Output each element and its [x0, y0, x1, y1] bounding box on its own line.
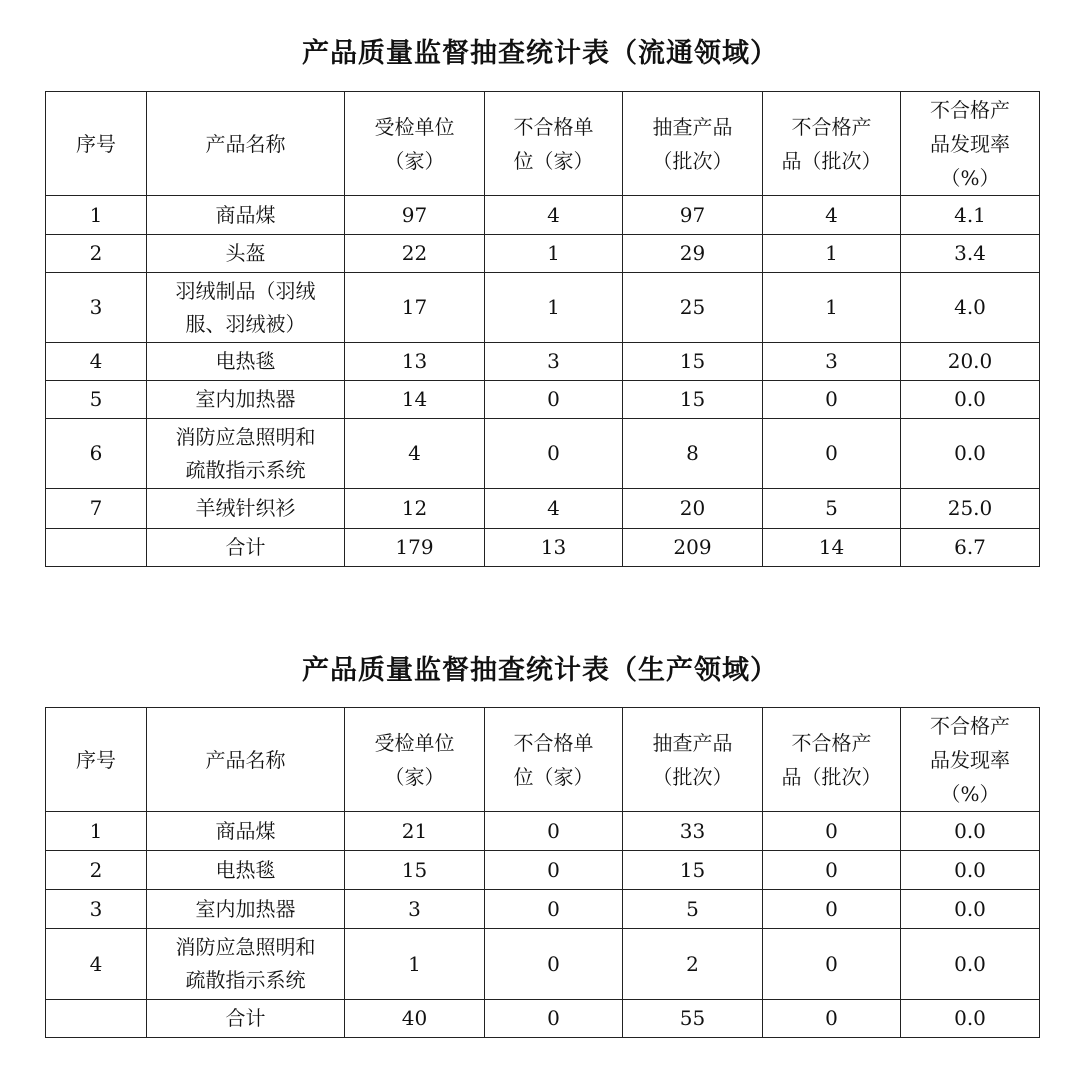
- cell-failed-batches: 1: [763, 273, 901, 343]
- cell-failed-units: 1: [485, 235, 623, 273]
- stats-table-circulation: [45, 91, 1040, 567]
- table-title-circulation: 产品质量监督抽查统计表（流通领域）: [302, 38, 778, 69]
- table-row: [46, 273, 1040, 343]
- total-cell-inspected-units: 40: [345, 1000, 485, 1038]
- cell-index: 2: [46, 235, 147, 273]
- header-cell-product-name: 产品名称: [147, 92, 345, 196]
- cell-failed-batches: 0: [763, 419, 901, 489]
- cell-product-name: 头盔: [147, 235, 345, 273]
- cell-product-name: 消防应急照明和 疏散指示系统: [147, 419, 345, 489]
- table-row: [46, 381, 1040, 419]
- cell-index: 5: [46, 381, 147, 419]
- cell-index: 4: [46, 343, 147, 381]
- cell-index: 4: [46, 929, 147, 1000]
- cell-failure-rate: 4.1: [901, 196, 1040, 235]
- cell-failed-batches: 0: [763, 890, 901, 929]
- cell-index: 1: [46, 812, 147, 851]
- cell-product-name: 羊绒针织衫: [147, 489, 345, 529]
- total-cell-failed-batches: 14: [763, 529, 901, 567]
- cell-failed-batches: 0: [763, 929, 901, 1000]
- cell-failed-batches: 3: [763, 343, 901, 381]
- cell-product-name: 电热毯: [147, 343, 345, 381]
- header-cell-sampled-batches: 抽查产品 （批次）: [623, 92, 763, 196]
- cell-sampled-batches: 8: [623, 419, 763, 489]
- cell-inspected-units: 21: [345, 812, 485, 851]
- cell-sampled-batches: 5: [623, 890, 763, 929]
- cell-inspected-units: 17: [345, 273, 485, 343]
- cell-failure-rate: 25.0: [901, 489, 1040, 529]
- cell-failed-batches: 0: [763, 381, 901, 419]
- cell-product-name: 羽绒制品（羽绒 服、羽绒被）: [147, 273, 345, 343]
- cell-inspected-units: 12: [345, 489, 485, 529]
- header-cell-failed-units: 不合格单 位（家）: [485, 92, 623, 196]
- total-cell-failure-rate: 0.0: [901, 1000, 1040, 1038]
- cell-product-name: 商品煤: [147, 812, 345, 851]
- total-cell-failed-batches: 0: [763, 1000, 901, 1038]
- cell-failure-rate: 3.4: [901, 235, 1040, 273]
- header-cell-index: 序号: [46, 708, 147, 812]
- header-row: [46, 92, 1040, 196]
- header-cell-inspected-units: 受检单位 （家）: [345, 92, 485, 196]
- header-cell-index: 序号: [46, 92, 147, 196]
- cell-index: 6: [46, 419, 147, 489]
- cell-failure-rate: 20.0: [901, 343, 1040, 381]
- header-cell-inspected-units: 受检单位 （家）: [345, 708, 485, 812]
- cell-product-name: 室内加热器: [147, 381, 345, 419]
- table-row: [46, 890, 1040, 929]
- cell-failed-batches: 5: [763, 489, 901, 529]
- cell-failure-rate: 0.0: [901, 890, 1040, 929]
- cell-failed-batches: 0: [763, 851, 901, 890]
- total-cell-index: [46, 1000, 147, 1038]
- cell-inspected-units: 3: [345, 890, 485, 929]
- cell-index: 7: [46, 489, 147, 529]
- cell-sampled-batches: 15: [623, 381, 763, 419]
- cell-sampled-batches: 2: [623, 929, 763, 1000]
- stats-table-production: [45, 707, 1040, 1038]
- cell-product-name: 商品煤: [147, 196, 345, 235]
- cell-failure-rate: 0.0: [901, 812, 1040, 851]
- header-cell-sampled-batches: 抽查产品 （批次）: [623, 708, 763, 812]
- total-row: [46, 1000, 1040, 1038]
- cell-failed-batches: 0: [763, 812, 901, 851]
- total-row: [46, 529, 1040, 567]
- cell-failed-units: 0: [485, 419, 623, 489]
- cell-inspected-units: 4: [345, 419, 485, 489]
- cell-failure-rate: 0.0: [901, 419, 1040, 489]
- total-cell-failure-rate: 6.7: [901, 529, 1040, 567]
- cell-failure-rate: 0.0: [901, 381, 1040, 419]
- cell-failed-batches: 4: [763, 196, 901, 235]
- total-cell-index: [46, 529, 147, 567]
- total-cell-failed-units: 0: [485, 1000, 623, 1038]
- header-cell-failed-batches: 不合格产 品（批次）: [763, 92, 901, 196]
- cell-failed-batches: 1: [763, 235, 901, 273]
- cell-product-name: 室内加热器: [147, 890, 345, 929]
- table-row: [46, 235, 1040, 273]
- table-row: [46, 812, 1040, 851]
- header-cell-failed-batches: 不合格产 品（批次）: [763, 708, 901, 812]
- cell-inspected-units: 97: [345, 196, 485, 235]
- cell-failure-rate: 4.0: [901, 273, 1040, 343]
- table-row: [46, 929, 1040, 1000]
- cell-sampled-batches: 15: [623, 851, 763, 890]
- header-cell-failure-rate: 不合格产 品发现率 （%）: [901, 92, 1040, 196]
- header-cell-product-name: 产品名称: [147, 708, 345, 812]
- cell-sampled-batches: 20: [623, 489, 763, 529]
- table-row: [46, 419, 1040, 489]
- table-row: [46, 851, 1040, 890]
- cell-index: 1: [46, 196, 147, 235]
- cell-inspected-units: 1: [345, 929, 485, 1000]
- total-cell-sampled-batches: 55: [623, 1000, 763, 1038]
- cell-failure-rate: 0.0: [901, 851, 1040, 890]
- cell-sampled-batches: 29: [623, 235, 763, 273]
- cell-failed-units: 3: [485, 343, 623, 381]
- cell-product-name: 消防应急照明和 疏散指示系统: [147, 929, 345, 1000]
- cell-index: 2: [46, 851, 147, 890]
- cell-failed-units: 0: [485, 890, 623, 929]
- cell-failed-units: 1: [485, 273, 623, 343]
- cell-inspected-units: 22: [345, 235, 485, 273]
- table-title-production: 产品质量监督抽查统计表（生产领域）: [302, 655, 778, 686]
- total-cell-sampled-batches: 209: [623, 529, 763, 567]
- cell-inspected-units: 15: [345, 851, 485, 890]
- total-cell-failed-units: 13: [485, 529, 623, 567]
- cell-failed-units: 0: [485, 812, 623, 851]
- cell-failed-units: 0: [485, 381, 623, 419]
- cell-sampled-batches: 97: [623, 196, 763, 235]
- table-row: [46, 343, 1040, 381]
- cell-index: 3: [46, 890, 147, 929]
- cell-failure-rate: 0.0: [901, 929, 1040, 1000]
- cell-failed-units: 4: [485, 196, 623, 235]
- header-cell-failed-units: 不合格单 位（家）: [485, 708, 623, 812]
- cell-inspected-units: 13: [345, 343, 485, 381]
- cell-sampled-batches: 33: [623, 812, 763, 851]
- header-row: [46, 708, 1040, 812]
- total-cell-inspected-units: 179: [345, 529, 485, 567]
- total-cell-label: 合计: [147, 1000, 345, 1038]
- table-row: [46, 489, 1040, 529]
- header-cell-failure-rate: 不合格产 品发现率 （%）: [901, 708, 1040, 812]
- table-row: [46, 196, 1040, 235]
- cell-product-name: 电热毯: [147, 851, 345, 890]
- cell-inspected-units: 14: [345, 381, 485, 419]
- cell-sampled-batches: 25: [623, 273, 763, 343]
- cell-failed-units: 0: [485, 929, 623, 1000]
- total-cell-label: 合计: [147, 529, 345, 567]
- cell-index: 3: [46, 273, 147, 343]
- cell-failed-units: 4: [485, 489, 623, 529]
- cell-sampled-batches: 15: [623, 343, 763, 381]
- cell-failed-units: 0: [485, 851, 623, 890]
